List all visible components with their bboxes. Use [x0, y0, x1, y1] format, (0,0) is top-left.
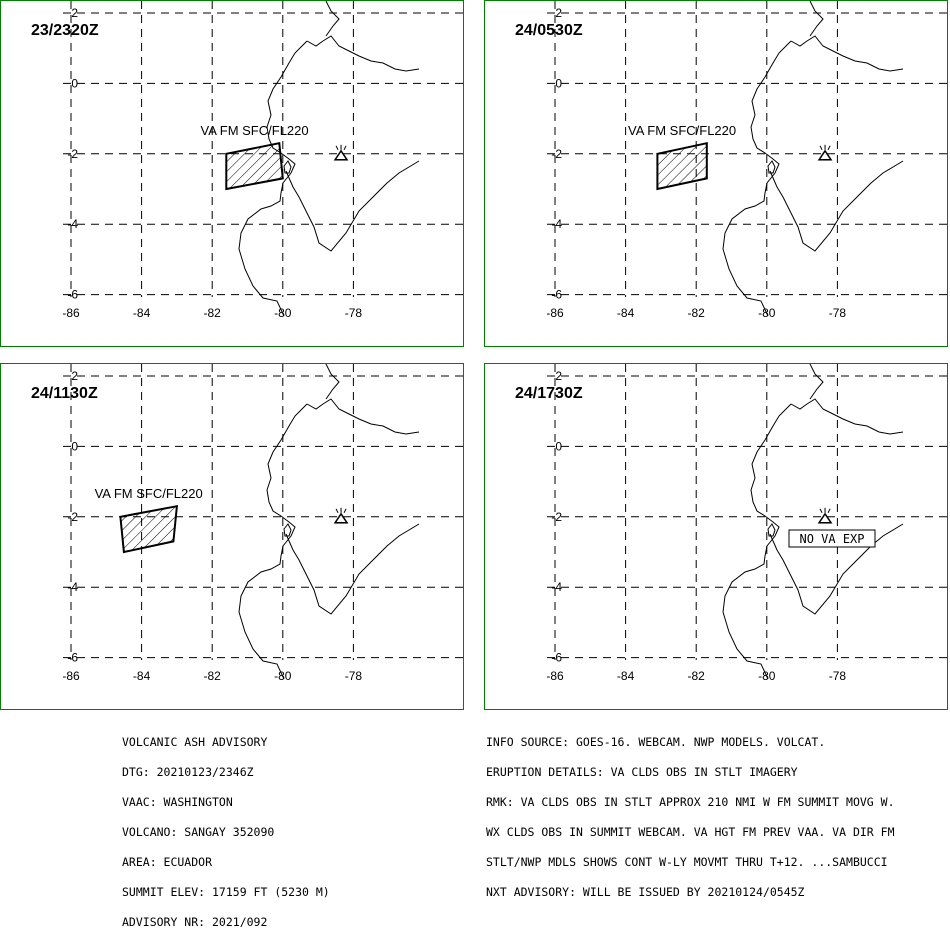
advisory-line: INFO SOURCE: GOES-16. WEBCAM. NWP MODELS. VOLCAT. [486, 735, 826, 749]
longitude-tick-label: -84 [132, 306, 151, 320]
forecast-panel-t12 [0, 363, 464, 710]
ash-cloud-polygon [120, 506, 176, 552]
latitude-tick-label: -4 [551, 580, 562, 595]
river [810, 364, 823, 399]
latitude-tick-label: -6 [551, 650, 562, 665]
advisory-info-left [122, 717, 330, 937]
latitude-tick-label: -6 [67, 650, 78, 665]
longitude-tick-label: -86 [62, 306, 80, 320]
island [768, 524, 775, 536]
forecast-time-label: 24/1730Z [515, 385, 583, 402]
latitude-tick-label: -6 [551, 287, 562, 302]
volcano-icon [819, 145, 831, 160]
advisory-line: VOLCANIC ASH ADVISORY [122, 735, 268, 749]
forecast-panel-t6 [484, 0, 948, 347]
latitude-tick-label: -4 [67, 580, 78, 595]
advisory-line: DTG: 20210123/2346Z [122, 765, 254, 779]
ash-height-label: VA FM SFC/FL220 [200, 123, 309, 139]
map-t0 [1, 1, 464, 347]
border-north [791, 399, 903, 434]
coastline [723, 404, 791, 679]
latitude-tick-label: 0 [71, 76, 78, 91]
border-north [307, 36, 419, 71]
longitude-tick-label: -80 [274, 306, 292, 320]
river [326, 1, 339, 36]
longitude-tick-label: -86 [546, 669, 564, 683]
forecast-time-label: 24/1130Z [31, 385, 98, 402]
longitude-tick-label: -80 [274, 669, 292, 683]
volcano-icon [335, 145, 347, 160]
longitude-tick-label: -86 [546, 306, 564, 320]
advisory-line: VOLCANO: SANGAY 352090 [122, 825, 275, 839]
longitude-tick-label: -84 [132, 669, 151, 683]
ash-height-label: VA FM SFC/FL220 [628, 123, 737, 139]
longitude-tick-label: -84 [616, 306, 635, 320]
coastline [723, 41, 791, 316]
volcano-icon [335, 508, 347, 523]
latitude-tick-label: -6 [67, 287, 78, 302]
latitude-tick-label: -2 [551, 146, 562, 161]
advisory-line: NXT ADVISORY: WILL BE ISSUED BY 20210124/0545Z [486, 885, 805, 899]
longitude-tick-label: -86 [62, 669, 80, 683]
longitude-tick-label: -78 [344, 669, 363, 683]
latitude-tick-label: 0 [71, 439, 78, 454]
latitude-tick-label: -2 [67, 146, 78, 161]
forecast-time-label: 23/2320Z [31, 22, 99, 39]
coastline-south [286, 524, 419, 614]
latitude-tick-label: -4 [67, 217, 78, 232]
longitude-tick-label: -78 [344, 306, 363, 320]
ash-cloud-polygon [226, 143, 282, 189]
longitude-tick-label: -78 [828, 669, 847, 683]
ash-cloud-polygon [657, 143, 706, 189]
island [284, 161, 291, 173]
river [326, 364, 339, 399]
longitude-tick-label: -84 [616, 669, 635, 683]
no-va-label: NO VA EXP [799, 532, 865, 546]
latitude-tick-label: 2 [555, 369, 562, 383]
latitude-tick-label: 0 [555, 76, 562, 91]
latitude-tick-label: -4 [551, 217, 562, 232]
latitude-tick-label: -2 [67, 509, 78, 524]
forecast-time-label: 24/0530Z [515, 22, 583, 39]
coastline-south [770, 161, 903, 251]
longitude-tick-label: -78 [828, 306, 847, 320]
island [284, 524, 291, 536]
longitude-tick-label: -82 [203, 669, 221, 683]
advisory-line: ADVISORY NR: 2021/092 [122, 915, 268, 929]
advisory-line: STLT/NWP MDLS SHOWS CONT W-LY MOVMT THRU T+12. ...SAMBUCCI [486, 855, 888, 869]
river [810, 1, 823, 36]
ash-height-label: VA FM SFC/FL220 [94, 486, 203, 502]
latitude-tick-label: 2 [555, 6, 562, 20]
border-north [791, 36, 903, 71]
coastline-south [286, 161, 419, 251]
advisory-line: ERUPTION DETAILS: VA CLDS OBS IN STLT IMAGERY [486, 765, 798, 779]
longitude-tick-label: -82 [687, 669, 705, 683]
map-t12 [1, 364, 464, 710]
latitude-tick-label: 0 [555, 439, 562, 454]
volcano-icon [819, 508, 831, 523]
advisory-line: AREA: ECUADOR [122, 855, 213, 869]
coastline [239, 404, 307, 679]
latitude-tick-label: 2 [71, 369, 78, 383]
island [768, 161, 775, 173]
advisory-line: WX CLDS OBS IN SUMMIT WEBCAM. VA HGT FM PREV VAA. VA DIR FM [486, 825, 895, 839]
forecast-panel-t0 [0, 0, 464, 347]
map-t6 [485, 1, 948, 347]
latitude-tick-label: -2 [551, 509, 562, 524]
map-t18 [485, 364, 948, 710]
longitude-tick-label: -82 [203, 306, 221, 320]
longitude-tick-label: -80 [758, 306, 776, 320]
latitude-tick-label: 2 [71, 6, 78, 20]
longitude-tick-label: -80 [758, 669, 776, 683]
forecast-panel-t18 [484, 363, 948, 710]
advisory-line: VAAC: WASHINGTON [122, 795, 233, 809]
longitude-tick-label: -82 [687, 306, 705, 320]
advisory-line: SUMMIT ELEV: 17159 FT (5230 M) [122, 885, 330, 899]
advisory-line: RMK: VA CLDS OBS IN STLT APPROX 210 NMI W FM SUMMIT MOVG W. [486, 795, 895, 809]
advisory-info-right [486, 717, 895, 907]
border-north [307, 399, 419, 434]
